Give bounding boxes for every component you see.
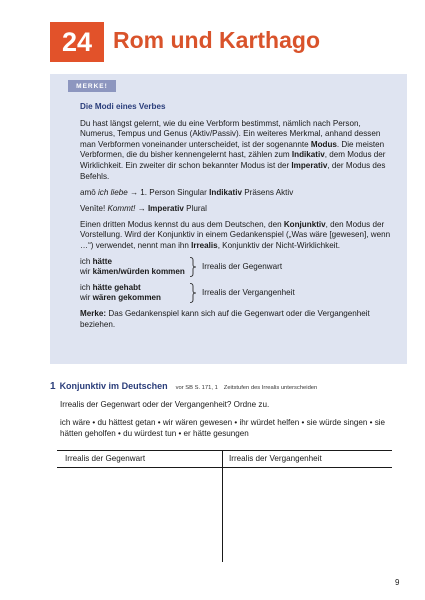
exercise-instruction: Irrealis der Gegenwart oder der Vergangenheit? Ordne zu.	[60, 400, 270, 409]
page-number: 9	[395, 578, 400, 587]
irrealis-vergangenheit-group	[80, 283, 392, 304]
exercise-goal: Zeitstufen des Irrealis unterscheiden	[223, 385, 318, 391]
merke-example-indikativ: amō ich liebe → 1. Person Singular Indikativ Präsens Aktiv	[80, 187, 294, 197]
example-line: ich hätte	[80, 256, 112, 266]
merke-subtitle: Die Modi eines Verbes	[80, 102, 166, 111]
merke-body	[80, 102, 392, 336]
exercise-title: Konjunktiv im Deutschen	[59, 381, 168, 391]
answer-table	[57, 450, 392, 562]
exercise-heading	[50, 381, 410, 392]
irrealis-vergangenheit-label: Irrealis der Vergangenheit	[202, 288, 295, 298]
irrealis-gegenwart-label: Irrealis der Gegenwart	[202, 261, 283, 271]
example-line: wir wären gekommen	[80, 293, 161, 303]
exercise-reference: vor SB S. 171, 1	[175, 385, 218, 391]
exercise-word-list: ich wäre • du hättest getan • wir wären gewesen • ihr würdet helfen • sie würde singen • sie hätten geholfen • du würdest tun • er hätte gesungen	[60, 418, 386, 438]
example-line: ich hätte gehabt	[80, 282, 141, 292]
merke-paragraph-modi: Du hast längst gelernt, wie du eine Verbform bestimmst, nämlich nach Person, Numerus, Tempus und Genus (Aktiv/Passiv). Ein weiteres Merkmal, anhand dessen man Verbformen voneinander unterscheidet, ist der sogenannte Modus. Die meisten Verbformen, die du bisher kennengelernt hast, zählen zum Indikativ, dem Modus der Wirklichkeit. Ein zweiter dir schon bekannter Modus ist der Imperativ, der Modus des Befehls.	[80, 118, 386, 181]
table-top-rule	[57, 450, 392, 451]
chapter-title: Rom und Karthago	[113, 27, 320, 53]
merke-example-imperativ: Venīte! Kommt! → Imperativ Plural	[80, 203, 207, 213]
example-line: wir kämen/würden kommen	[80, 267, 185, 277]
table-column-divider	[222, 450, 223, 562]
table-header-vergangenheit: Irrealis der Vergangenheit	[229, 454, 322, 463]
curly-brace-icon	[190, 283, 196, 303]
table-header-gegenwart: Irrealis der Gegenwart	[65, 454, 146, 463]
table-header-rule	[57, 467, 392, 468]
merke-tag: MERKE!	[68, 80, 116, 92]
merke-paragraph-konjunktiv: Einen dritten Modus kennst du aus dem Deutschen, den Konjunktiv, den Modus der Vorstellung. Wird der Konjunktiv in einem Gedankenspiel („Was wäre [gewesen], wenn …“) verwendet, nennt man ihn Irrealis, Konjunktiv der Nicht-Wirklichkeit.	[80, 219, 391, 250]
merke-box	[50, 74, 407, 364]
chapter-header	[0, 22, 425, 70]
chapter-number: 24	[50, 22, 104, 62]
merke-note: Merke: Das Gedankenspiel kann sich auf die Gegenwart oder die Vergangenheit beziehen.	[80, 309, 370, 329]
exercise-number: 1	[50, 381, 56, 392]
curly-brace-icon	[190, 257, 196, 277]
exercise-1	[50, 381, 410, 438]
irrealis-gegenwart-group	[80, 257, 392, 278]
